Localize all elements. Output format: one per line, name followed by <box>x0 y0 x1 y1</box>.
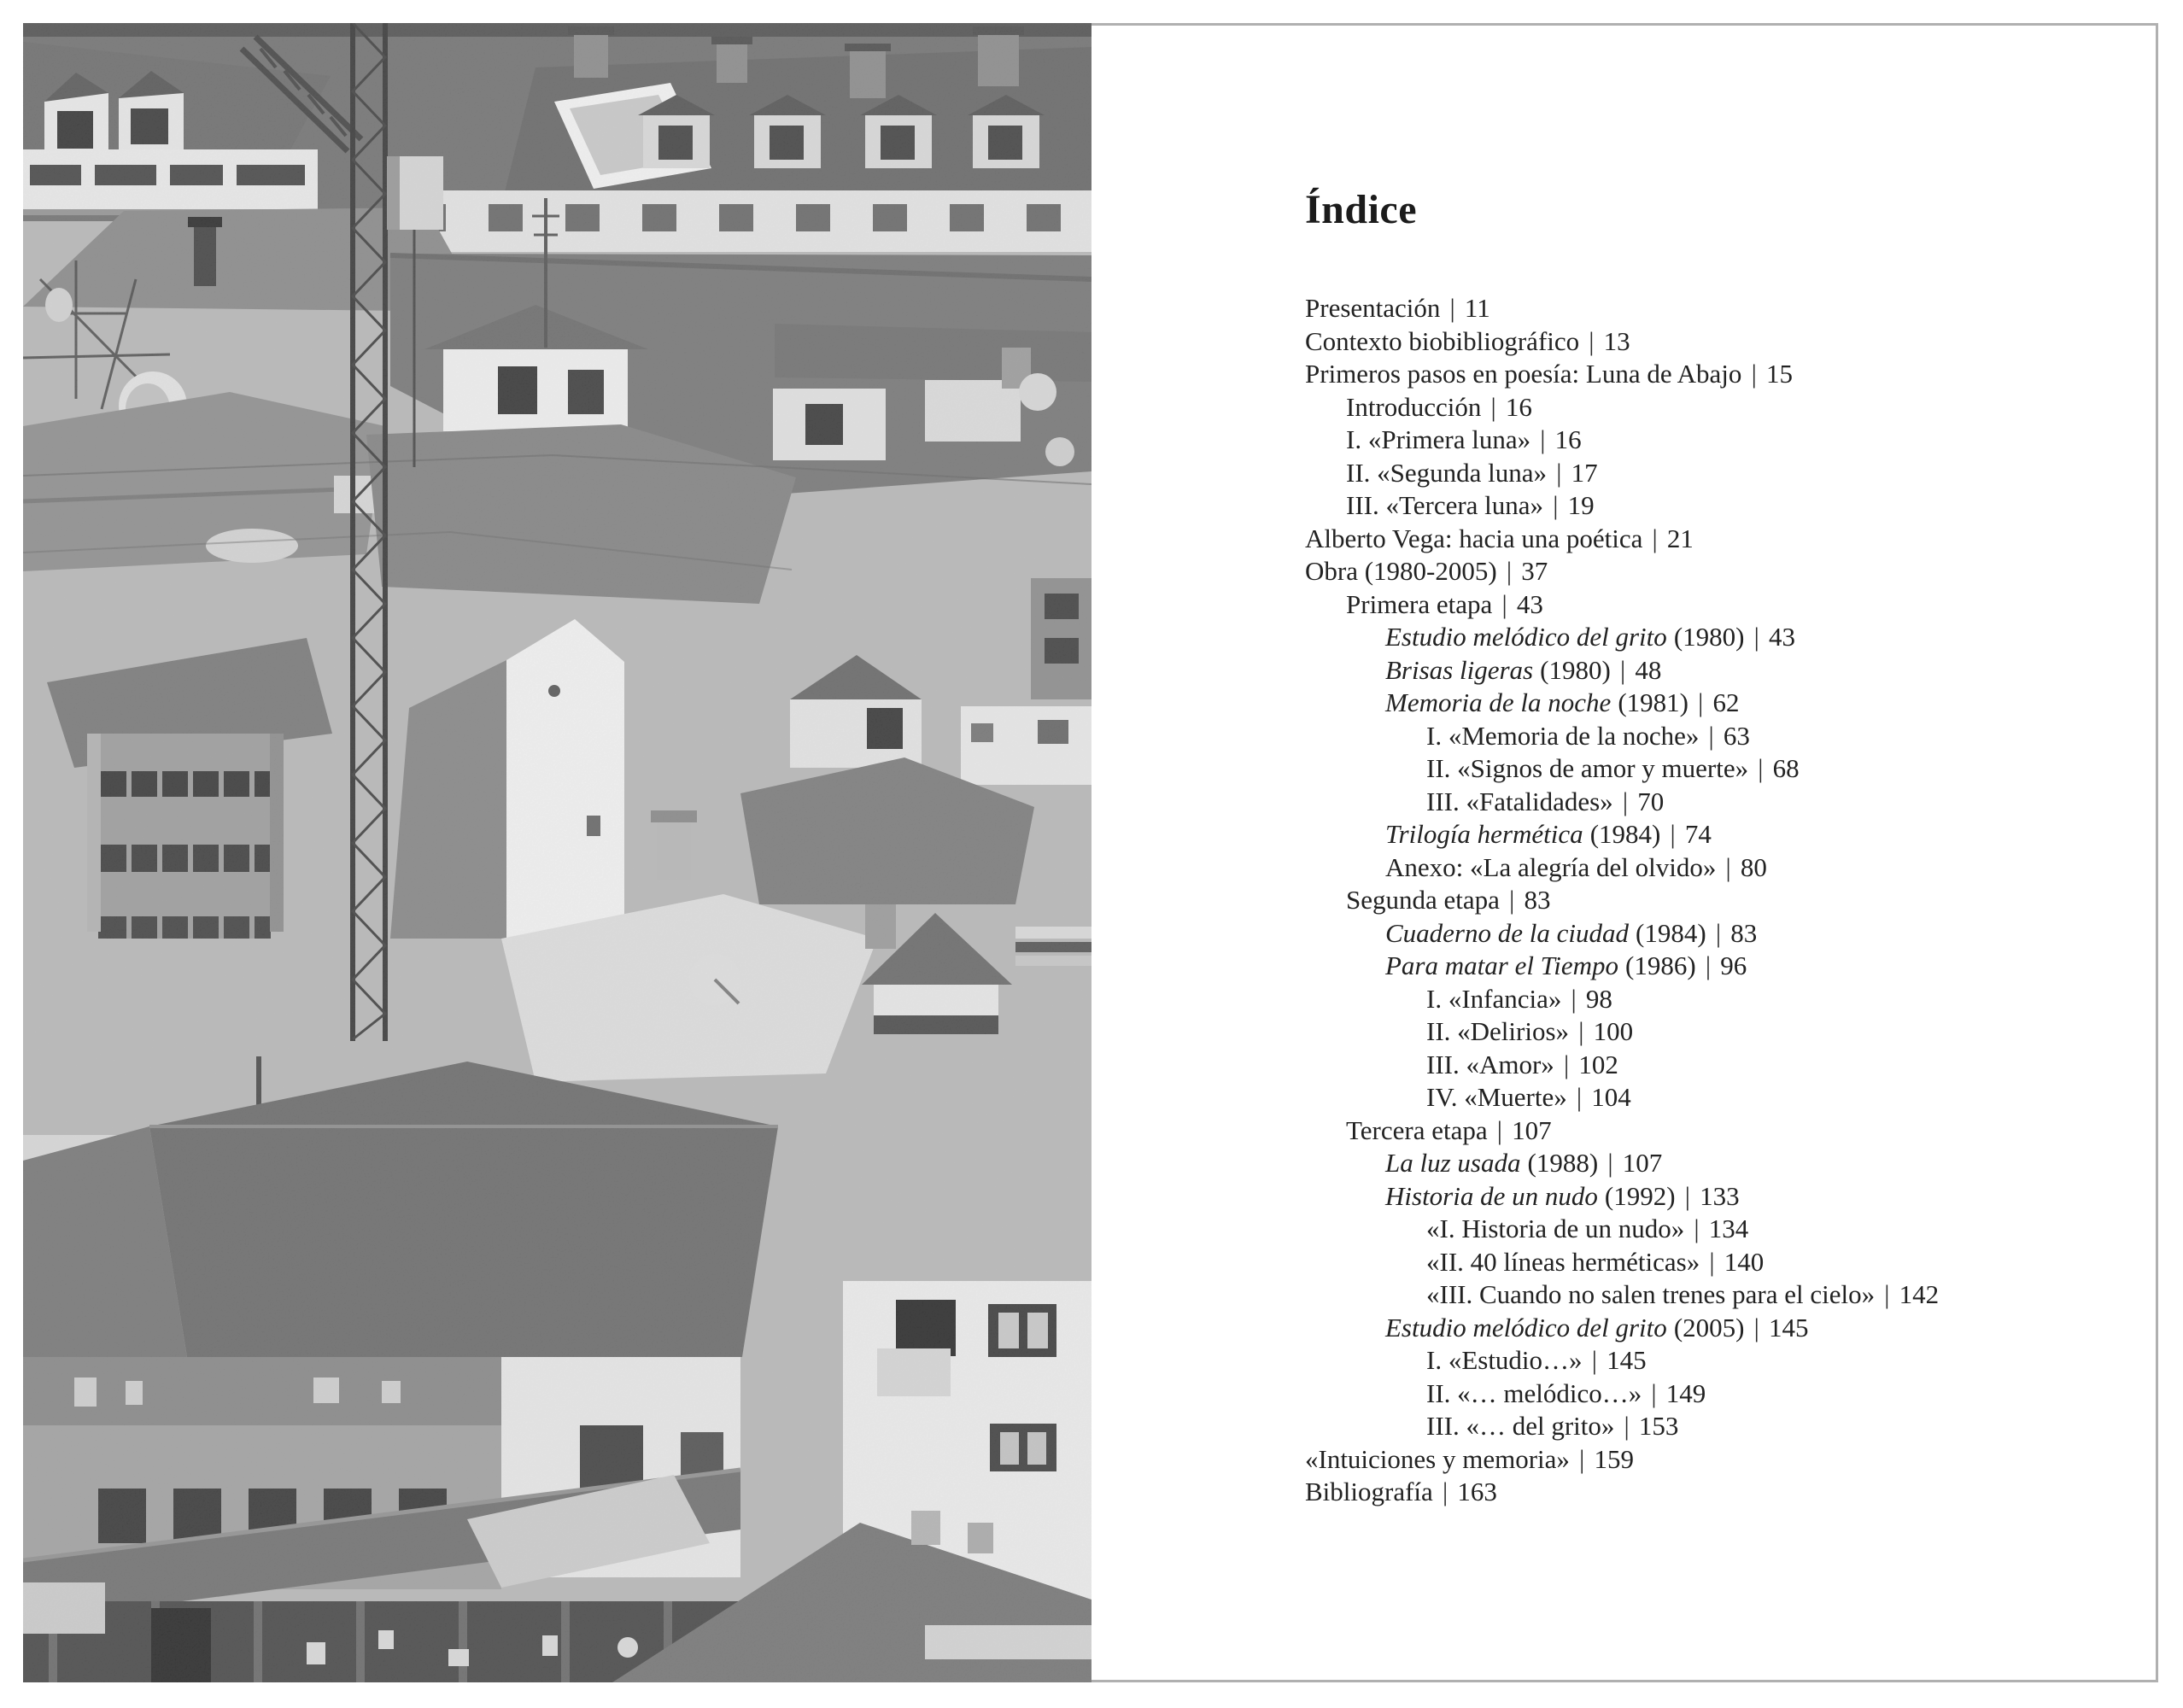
toc-entry-title: «III. Cuando no salen trenes para el cielo» <box>1426 1279 1876 1309</box>
toc-entry <box>1305 720 2159 753</box>
toc-entry-year: (1980) <box>1540 654 1611 685</box>
toc-entry <box>1305 1278 2159 1312</box>
toc-entry-title: I. «Estudio…» <box>1426 1345 1583 1375</box>
toc-entry-title: II. «Delirios» <box>1426 1016 1570 1046</box>
toc-entry <box>1305 950 2159 983</box>
toc-entry <box>1305 1015 2159 1049</box>
toc-entry-separator: | <box>1622 786 1629 816</box>
toc-entry-page: 70 <box>1637 786 1665 816</box>
toc-entry-title: Tercera etapa <box>1346 1114 1488 1145</box>
toc-entry <box>1305 1114 2159 1148</box>
toc-entry-year: (1980) <box>1673 622 1745 652</box>
toc-entry <box>1305 818 2159 851</box>
toc-entry <box>1305 292 2159 325</box>
toc-entry-page: 134 <box>1708 1214 1749 1243</box>
toc-entry-page: 16 <box>1505 391 1532 422</box>
toc-entry-page: 11 <box>1464 293 1490 323</box>
toc-entry-separator: | <box>1708 720 1714 751</box>
toc-entry <box>1305 884 2159 917</box>
toc-entry-page: 83 <box>1730 917 1758 948</box>
toc-entry-separator: | <box>1506 556 1513 586</box>
toc-entry-separator: | <box>1652 523 1658 553</box>
toc-entry-title: Para matar el Tiempo <box>1385 951 1618 980</box>
toc-entry-title: Estudio melódico del grito <box>1385 622 1667 652</box>
toc-entry-title: Obra (1980-2005) <box>1305 556 1497 586</box>
toc-entry-page: 145 <box>1607 1345 1647 1375</box>
toc-entry-separator: | <box>1540 424 1546 454</box>
toc-entry <box>1305 1213 2159 1246</box>
toc-entry-page: 102 <box>1578 1049 1618 1079</box>
toc-entry <box>1305 325 2159 359</box>
toc-entry-separator: | <box>1501 588 1507 619</box>
toc-entry <box>1305 851 2159 885</box>
toc-entry-separator: | <box>1607 1148 1613 1178</box>
toc-entry-separator: | <box>1670 819 1676 849</box>
toc-entry-year: (1986) <box>1625 951 1696 980</box>
toc-entry-page: 96 <box>1720 951 1747 980</box>
page-title: Índice <box>1305 187 1418 232</box>
toc-entry <box>1305 1081 2159 1114</box>
toc-entry <box>1305 1180 2159 1214</box>
toc-entry-separator: | <box>1758 753 1764 783</box>
toc-entry <box>1305 1049 2159 1082</box>
toc-entry-title: I. «Infancia» <box>1426 983 1562 1014</box>
toc-entry-title: Contexto biobibliográfico <box>1305 325 1580 356</box>
toc-entry-separator: | <box>1442 1477 1449 1506</box>
toc-entry-page: 104 <box>1591 1082 1631 1112</box>
toc-entry <box>1305 489 2159 523</box>
toc-entry <box>1305 654 2159 687</box>
rooftops-photo <box>23 23 1092 1682</box>
toc-entry <box>1305 555 2159 588</box>
toc-entry <box>1305 1378 2159 1411</box>
toc-entry <box>1305 1147 2159 1180</box>
toc-entry-separator: | <box>1509 885 1515 915</box>
toc-entry-separator: | <box>1591 1345 1597 1375</box>
toc-list <box>1305 292 2159 1509</box>
toc-entry-separator: | <box>1694 1214 1700 1243</box>
toc-entry-separator: | <box>1884 1279 1890 1309</box>
toc-entry-title: Presentación <box>1305 293 1441 323</box>
toc-entry-title: II. «… melódico…» <box>1426 1378 1642 1408</box>
toc-entry-page: 153 <box>1638 1411 1679 1441</box>
toc-entry-separator: | <box>1698 687 1704 717</box>
toc-entry <box>1305 917 2159 951</box>
toc-entry-title: II. «Signos de amor y muerte» <box>1426 753 1749 783</box>
toc-entry-page: 107 <box>1512 1114 1552 1145</box>
toc-entry <box>1305 1246 2159 1279</box>
toc-entry-page: 13 <box>1603 325 1630 356</box>
toc-entry-page: 74 <box>1684 819 1712 849</box>
toc-entry-page: 98 <box>1585 983 1612 1014</box>
toc-entry-separator: | <box>1651 1378 1657 1408</box>
toc-entry-year: (1984) <box>1589 819 1661 849</box>
toc-entry-separator: | <box>1490 391 1496 422</box>
toc-entry-page: 15 <box>1765 359 1793 389</box>
toc-entry-page: 80 <box>1740 851 1767 882</box>
toc-entry-title: Primeros pasos en poesía: Luna de Abajo <box>1305 359 1742 389</box>
toc-entry-page: 21 <box>1666 523 1694 553</box>
toc-entry-page: 133 <box>1700 1180 1740 1211</box>
toc-entry-page: 19 <box>1567 490 1595 520</box>
toc-entry-title: Memoria de la noche <box>1385 687 1612 717</box>
toc-entry <box>1305 1443 2159 1477</box>
toc-entry-page: 16 <box>1554 424 1582 454</box>
toc-entry-title: Anexo: «La alegría del olvido» <box>1385 851 1717 882</box>
toc-entry-separator: | <box>1715 917 1722 948</box>
toc-entry-title: I. «Memoria de la noche» <box>1426 720 1700 751</box>
toc-entry-year: (2005) <box>1673 1312 1745 1342</box>
toc-entry-page: 63 <box>1723 720 1750 751</box>
toc-entry-year: (1981) <box>1618 687 1688 717</box>
toc-entry-page: 68 <box>1772 753 1800 783</box>
toc-entry-title: Introducción <box>1346 391 1482 422</box>
toc-entry-page: 100 <box>1593 1016 1634 1046</box>
toc-entry-title: I. «Primera luna» <box>1346 424 1531 454</box>
toc-entry-page: 17 <box>1571 457 1598 488</box>
toc-entry-title: Alberto Vega: hacia una poética <box>1305 523 1643 553</box>
toc-entry-page: 149 <box>1665 1378 1706 1408</box>
toc-entry <box>1305 424 2159 457</box>
toc-entry-title: Segunda etapa <box>1346 885 1500 915</box>
toc-entry-separator: | <box>1496 1114 1502 1145</box>
toc-entry-page: 107 <box>1622 1148 1663 1178</box>
toc-entry-separator: | <box>1553 490 1559 520</box>
toc-entry-separator: | <box>1725 851 1731 882</box>
toc-entry-title: Primera etapa <box>1346 588 1493 619</box>
toc-entry-separator: | <box>1751 359 1757 389</box>
toc-entry-title: IV. «Muerte» <box>1426 1082 1567 1112</box>
toc-entry-separator: | <box>1556 457 1562 488</box>
toc-entry <box>1305 1344 2159 1378</box>
toc-entry-separator: | <box>1619 654 1626 685</box>
toc-entry <box>1305 786 2159 819</box>
toc-entry-title: La luz usada <box>1385 1148 1521 1178</box>
toc-entry-title: Historia de un nudo <box>1385 1180 1598 1211</box>
toc-entry <box>1305 752 2159 786</box>
toc-entry-separator: | <box>1571 983 1577 1014</box>
toc-entry-page: 43 <box>1769 622 1796 652</box>
toc-entry <box>1305 621 2159 654</box>
toc-entry-separator: | <box>1576 1082 1583 1112</box>
toc-entry-separator: | <box>1449 293 1455 323</box>
toc-entry-separator: | <box>1684 1180 1690 1211</box>
toc-entry-page: 62 <box>1712 687 1740 717</box>
toc-entry-year: (1988) <box>1527 1148 1599 1178</box>
toc-entry <box>1305 1410 2159 1443</box>
toc-entry-title: Bibliografía <box>1305 1477 1433 1506</box>
toc-entry-page: 140 <box>1724 1246 1765 1277</box>
toc-entry-separator: | <box>1578 1016 1584 1046</box>
toc-entry <box>1305 1312 2159 1345</box>
toc-entry-page: 159 <box>1594 1443 1634 1474</box>
toc-entry-title: «I. Historia de un nudo» <box>1426 1214 1685 1243</box>
toc-entry-title: III. «Fatalidades» <box>1426 786 1613 816</box>
toc-entry-separator: | <box>1753 622 1759 652</box>
toc-entry-page: 83 <box>1524 885 1551 915</box>
toc-entry-title: Cuaderno de la ciudad <box>1385 917 1629 948</box>
toc-entry-page: 142 <box>1899 1279 1940 1309</box>
toc-entry-separator: | <box>1709 1246 1715 1277</box>
toc-entry <box>1305 358 2159 391</box>
toc-entry <box>1305 1476 2159 1509</box>
toc-entry-page: 37 <box>1521 556 1548 586</box>
toc-entry-page: 43 <box>1516 588 1543 619</box>
toc-entry-title: «Intuiciones y memoria» <box>1305 1443 1570 1474</box>
toc-entry <box>1305 588 2159 622</box>
toc-entry-title: Trilogía hermética <box>1385 819 1583 849</box>
toc-entry-page: 145 <box>1769 1312 1809 1342</box>
toc-entry-page: 48 <box>1635 654 1662 685</box>
toc-entry-separator: | <box>1705 951 1712 980</box>
toc-entry-title: III. «… del grito» <box>1426 1411 1615 1441</box>
toc-entry <box>1305 523 2159 556</box>
toc-entry-separator: | <box>1563 1049 1570 1079</box>
toc-entry-separator: | <box>1579 1443 1585 1474</box>
toc-entry <box>1305 457 2159 490</box>
toc-entry-title: II. «Segunda luna» <box>1346 457 1548 488</box>
rooftops-photo-svg <box>23 23 1092 1682</box>
toc-entry-title: Brisas ligeras <box>1385 654 1534 685</box>
toc-entry <box>1305 391 2159 424</box>
toc-entry <box>1305 687 2159 720</box>
toc-entry-title: «II. 40 líneas herméticas» <box>1426 1246 1700 1277</box>
toc-entry-separator: | <box>1589 325 1595 356</box>
toc-entry-title: Estudio melódico del grito <box>1385 1312 1667 1342</box>
toc-entry-separator: | <box>1753 1312 1759 1342</box>
toc-entry <box>1305 983 2159 1016</box>
toc-entry-page: 163 <box>1457 1477 1497 1506</box>
toc-entry-title: III. «Tercera luna» <box>1346 490 1544 520</box>
toc-entry-title: III. «Amor» <box>1426 1049 1554 1079</box>
toc-entry-separator: | <box>1624 1411 1630 1441</box>
toc-entry-year: (1984) <box>1636 917 1706 948</box>
toc-entry-year: (1992) <box>1604 1180 1676 1211</box>
